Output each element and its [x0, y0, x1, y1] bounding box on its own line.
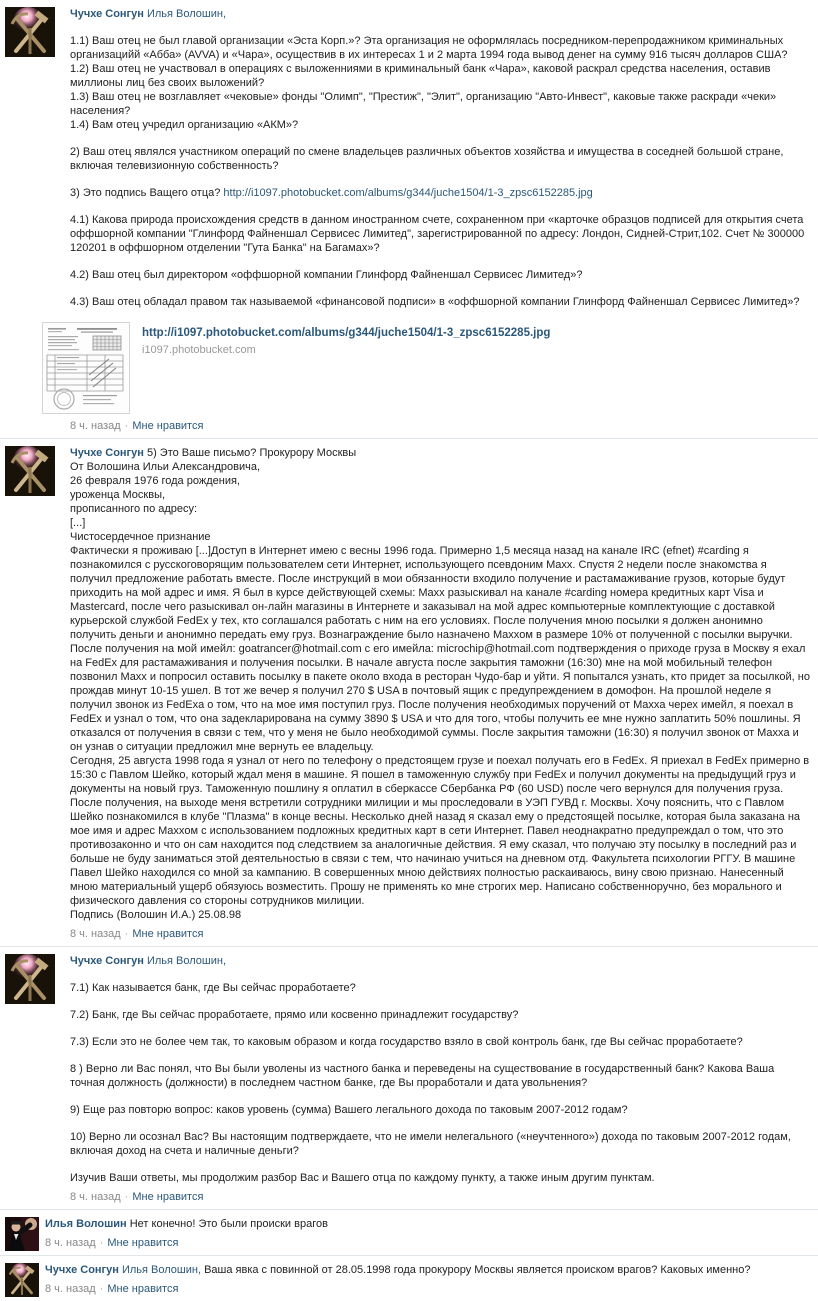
- scanned-document-icon: [43, 323, 129, 413]
- comment-paragraph: [70, 516, 810, 530]
- comment-paragraph: [70, 90, 810, 118]
- comment-text: 1.4) Вам отец учредил организацию «АКМ»?: [70, 119, 299, 131]
- comment-content: [70, 7, 810, 433]
- meta-separator: ·: [124, 420, 129, 432]
- like-link[interactable]: Мне нравится: [132, 1191, 204, 1203]
- author-link[interactable]: Чучхе Сонгун: [70, 955, 144, 967]
- comment-text: 2) Ваш отец являлся участником операций по смене владельцев различных объектов хозяйства и имущества в соседней большой стране, включая телевизионную собственность?: [70, 146, 784, 172]
- comment-text: [...]: [70, 517, 86, 529]
- juche-emblem-avatar-icon: [5, 7, 55, 57]
- meta-separator: ·: [124, 1191, 129, 1203]
- comment-text: прописанного по адресу:: [70, 503, 198, 515]
- comment-content: [45, 1217, 810, 1250]
- comment-paragraph: [70, 145, 810, 173]
- comment-header: [70, 954, 810, 968]
- comment-text: 4.2) Ваш отец был директором «оффшорной компании Глинфорд Файненшал Сервисес Лимитед»?: [70, 269, 583, 281]
- comment-text: От Волошина Ильи Александровича,: [70, 461, 261, 473]
- comment: [0, 946, 818, 1209]
- comment-content: [45, 1263, 810, 1296]
- attachment-link[interactable]: http://i1097.photobucket.com/albums/g344/juche1504/1-3_zpsc6152285.jpg: [142, 327, 551, 339]
- timestamp: 8 ч. назад: [70, 1191, 121, 1203]
- like-link[interactable]: Мне нравится: [107, 1237, 179, 1249]
- comment-paragraph: [70, 908, 810, 922]
- comment-text: 1.1) Ваш отец не был главой организации «Эста Корп.»? Эта организация не оформлялась посредником-перепродажником криминальных организацийй «Абба» (AVVA) и «Чара», осуществив в их интересах 1 и 2 марта 1994 года вывод денег на сумму 916 тысяч долларов США?: [70, 35, 788, 61]
- timestamp: 8 ч. назад: [45, 1237, 96, 1249]
- meta-separator: ·: [99, 1237, 104, 1249]
- comment-meta: [45, 1282, 810, 1296]
- mention-link[interactable]: Илья Волошин,: [146, 8, 227, 20]
- attachment-thumbnail[interactable]: [42, 322, 130, 414]
- timestamp: 8 ч. назад: [70, 420, 121, 432]
- author-link[interactable]: Чучхе Сонгун: [70, 447, 144, 459]
- comment-text: 7.1) Как называется банк, где Вы сейчас проработаете?: [70, 982, 356, 994]
- comment-text: 10) Верно ли осознал Вас? Вы настоящим подтверждаете, что не имели нелегального («неучтенного») дохода по таковым 2007-2012 годам, включая доход на счета и наличные деньги?: [70, 1131, 791, 1157]
- comment-text: 1.2) Ваш отец не участвовал в операциях с выложенниями в криминальный банк «Чара», каковой раскрал средства населения, оставив миллионы лиц без своих выложений?: [70, 63, 771, 89]
- comment-text: уроженца Москвы,: [70, 489, 166, 501]
- comment-meta: [70, 419, 810, 433]
- comment-text: Нет конечно! Это были происки врагов: [129, 1218, 328, 1230]
- comment-header: [70, 7, 810, 21]
- comment-paragraph: [70, 1130, 810, 1158]
- juche-emblem-avatar-icon: [5, 1263, 39, 1297]
- comment-text: 3) Это подпись Ващего отца?: [70, 187, 224, 199]
- comment-paragraph: [70, 1035, 810, 1049]
- comment-text: 26 февраля 1976 года рождения,: [70, 475, 240, 487]
- juche-emblem-avatar-icon: [5, 954, 55, 1004]
- comment-meta: [70, 1190, 810, 1204]
- timestamp: 8 ч. назад: [45, 1283, 96, 1295]
- comment-paragraph: [70, 62, 810, 90]
- mention-link[interactable]: Илья Волошин,: [146, 955, 227, 967]
- comment-text: Изучив Ваши ответы, мы продолжим разбор Вас и Вашего отца по каждому пункту, а также иным другим пунктам.: [70, 1172, 655, 1184]
- comment-paragraph: [70, 295, 810, 309]
- user-avatar[interactable]: [5, 1217, 39, 1251]
- comment-paragraph: [70, 1008, 810, 1022]
- comment-paragraph: [70, 1171, 810, 1185]
- attachment-domain: i1097.photobucket.com: [142, 344, 256, 356]
- mention-link[interactable]: http://i1097.photobucket.com/albums/g344/juche1504/1-3_zpsc6152285.jpg: [223, 187, 593, 199]
- comment-paragraph: [70, 1062, 810, 1090]
- comment-text: 1.3) Ваш отец не возглавляет «чековые» фонды "Олимп", "Престиж", "Элит", организацию "Авто-Инвест", каковые также раскради «чеки» населения?: [70, 91, 777, 117]
- comment-paragraph: [70, 460, 810, 474]
- comment-header: [45, 1217, 810, 1231]
- user-avatar[interactable]: [5, 1263, 39, 1297]
- link-attachment: [42, 322, 810, 414]
- juche-emblem-avatar-icon: [5, 446, 55, 496]
- comment-paragraph: [70, 1103, 810, 1117]
- comment: [0, 1209, 818, 1255]
- comment-text: 4.1) Какова природа происхождения средств в данном иностранном счете, сохраненном при «карточке образцов подписей для открытия счета оффшорной компании "Глинфорд Файненшал Сервисес Лимитед", зарегистрированной по адресу: Лондон, Сидней-Стрит,102. Счет № 300000 120201 в оффшорном отделении "Гута Банка" на Багамах»?: [70, 214, 805, 254]
- author-link[interactable]: Илья Волошин: [45, 1218, 127, 1230]
- comment-paragraph: [70, 268, 810, 282]
- comment-text: 4.3) Ваш отец обладал правом так называемой «финансовой подписи» в «оффшорной компании Глинфорд Файненшал Сервисес Лимитед»?: [70, 296, 800, 308]
- comment-text: 7.3) Если это не более чем так, то каковым образом и когда государство взяло в свой контроль банк, где Вы сейчас проработаете?: [70, 1036, 743, 1048]
- comment-paragraph: [70, 474, 810, 488]
- comment-paragraph: [70, 118, 810, 132]
- comment-paragraph: [70, 530, 810, 544]
- comment-text: 5) Это Ваше письмо? Прокурору Москвы: [146, 447, 357, 459]
- comment-text: 8 ) Верно ли Вас понял, что Вы были уволены из частного банка и переведены на существование в государственный банк? Какова Ваша точная должность (должности) в последнем частном банке, где Вы проработали и дата увольнения?: [70, 1063, 775, 1089]
- comment: [0, 1255, 818, 1301]
- author-link[interactable]: Чучхе Сонгун: [70, 8, 144, 20]
- user-avatar[interactable]: [5, 954, 55, 1004]
- comment-paragraph: [70, 213, 810, 255]
- comment: [0, 0, 818, 438]
- like-link[interactable]: Мне нравится: [107, 1283, 179, 1295]
- user-avatar[interactable]: [5, 446, 55, 496]
- suit-man-avatar-icon: [5, 1217, 39, 1251]
- comment-text: 9) Еще раз повторю вопрос: каков уровень (сумма) Вашего легального дохода по таковым 2007-2012 годам?: [70, 1104, 628, 1116]
- comment-paragraph: [70, 34, 810, 62]
- comment-text: Фактически я проживаю [...]Доступ в Интернет имею с весны 1996 года. Примерно 1,5 месяца назад на канале IRC (efnet) #carding я познакомился с русскоговорящим пользователем сети Интернет, использующего псевдоним Maxx. Спустя 2 недели после знакомства я получил предложение работать вместе. После инструкций в мои обязанности входило получение и растамаживание грузов, которые будут приходить на мой адрес и имя. Я был в курсе действующей схемы: Maxx разыскивал на канале #carding номера кредитных карт Visa и Mastercard, после чего разыскивал он-лайн магазины в Интернете и заказывал на мой адрес компьютерные комплектующие с доставкой курьерской службой FedEx у тех, кто соглашался работать с ним на его условиях. После получения мною посылки я должен анонимно получить деньги и анонимно передать ему груз. Вознаграждение было назначено Maxxом в размере 10% от полученной с посылки выручки. После получения на мой имейл: goatrancer@hotmail.com с его имейла: microchip@hotmail.com подтверждения о приходе груза в Москву я ехал на FedEx для растамаживания и получения посылки. В начале августа после закрытия таможни (16:30) мне на мой мобильный телефон позвонил Maxx и попросил оставить посылку в пакете около входа в ресторан Чудо-бар и уйти. Я попытался узнать, кто придет за посылкой, но прождав минут 10-15 ушел. В тот же вечер я получил 270 $ USA в почтовый ящик с предупреждением в домофон. На прошлой неделе я получил звонок из FedExа о том, что на мое имя поступил груз. После получения необходимых поручений от Maxxа черех имейл, я поехал в FedEx и узнал о том, что она задекларирована на сумму 3890 $ USA и что для того, чтобы получить ее мне нужно заплатить 50% пошлины. Я отказался от получения в связи с тем, что у меня не было необходимой суммы. После закрытия таможни (16:30) я получил звонок от Maxxа и он узнав о ситуации предложил мне вернуть ее владельцу.: [70, 545, 810, 753]
- timestamp: 8 ч. назад: [70, 928, 121, 940]
- comment-text: Чистосердечное признание: [70, 531, 211, 543]
- attachment-info: [142, 322, 550, 357]
- mention-link[interactable]: Илья Волошин,: [121, 1264, 202, 1276]
- comment-paragraph: [70, 502, 810, 516]
- comment: [0, 438, 818, 946]
- meta-separator: ·: [124, 928, 129, 940]
- comment-header: [45, 1263, 810, 1277]
- like-link[interactable]: Мне нравится: [132, 928, 204, 940]
- comment-content: [70, 446, 810, 941]
- comment-meta: [70, 927, 810, 941]
- comment-paragraph: [70, 544, 810, 754]
- comment-meta: [45, 1236, 810, 1250]
- comment-paragraph: [70, 754, 810, 908]
- comment-header: [70, 446, 810, 460]
- comment-paragraph: [70, 186, 810, 200]
- comment-text: Подпись (Волошин И.А.) 25.08.98: [70, 909, 242, 921]
- comment-text: 7.2) Банк, где Вы сейчас проработаете, прямо или косвенно принадлежит государству?: [70, 1009, 519, 1021]
- comment-paragraph: [70, 488, 810, 502]
- comment-text: Ваша явка с повинной от 28.05.1998 года прокурору Москвы является происком врагов? Каковых именно?: [201, 1264, 751, 1276]
- like-link[interactable]: Мне нравится: [132, 420, 204, 432]
- comment-text: Сегодня, 25 августа 1998 года я узнал от него по телефону о предстоящем грузе и поехал получать его в FedEx. Я приехал в FedEx примерно в 15:30 с Павлом Шейко, который ждал меня в машине. Я пошел в таможенную службу при FedEx и получил документы на предыдущий груз и документы на новый груз. Таможенную пошлину я оплатил в сберкассе Сбербанка РФ (60 USD) после чего вернулся для получения груза. После получения, на выходе меня встретили сотрудники милиции и мы проследовали в УЭП ГУВД г. Москвы. Хочу пояснить, что с Павлом Шейко познакомился в клубе "Плазма" в конце весны. Несколько дней назад я сказал ему о предстоящей посылке, которая была заказана на мое имя и адрес Maxxом с использованием подложных кредитных карт в сети Интернет. Павел неоднакратно предупреждал о том, что это противозаконно и что он сам находится под следствием за аналогичные действия. Я ему сказал, что получаю эту посылку в последний раз и больше не буду заниматься этой деятельностью в связи с тем, что начинаю учиться на дневном отд. Факультета психологии РГГУ. В машине Павел Шейко находился со мной за кампанию. В совершенных мною действиях полностью раскаиваюсь, вину свою признаю. Нанесенный мною материальный ущерб обязуюсь возместить. Прошу не применять ко мне строгих мер. Написано собственноручно, без морального и физического давления со стороны сотрудников милиции.: [70, 755, 810, 907]
- meta-separator: ·: [99, 1283, 104, 1295]
- author-link[interactable]: Чучхе Сонгун: [45, 1264, 119, 1276]
- comment-paragraph: [70, 981, 810, 995]
- comment-content: [70, 954, 810, 1204]
- user-avatar[interactable]: [5, 7, 55, 57]
